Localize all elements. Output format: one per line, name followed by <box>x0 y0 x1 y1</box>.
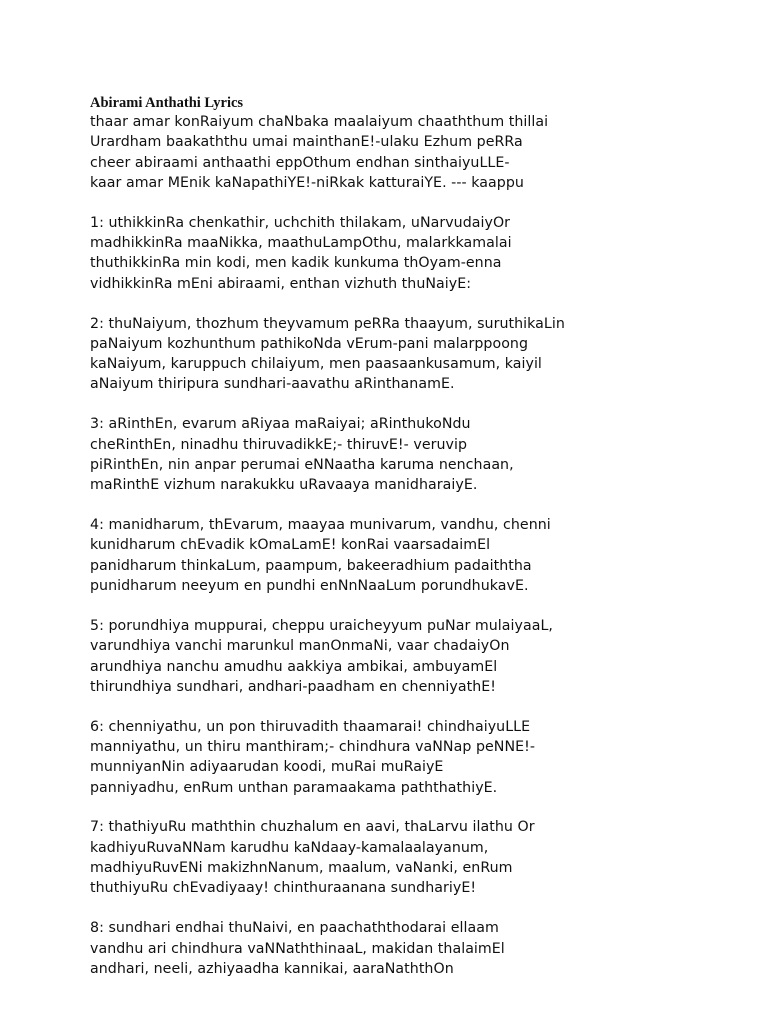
lyric-line: aNaiyum thiripura sundhari-aavathu aRinthanamE. <box>90 376 455 393</box>
lyric-line: 3: aRinthEn, evarum aRiyaa maRaiyai; aRinthukoNdu <box>90 416 471 433</box>
stanza-gap <box>90 496 750 516</box>
lyric-line: kunidharum chEvadik kOmaLamE! konRai vaarsadaimEl <box>90 537 491 554</box>
lyric-line: 4: manidharum, thEvarum, maayaa munivarum, vandhu, chenni <box>90 517 551 534</box>
stanza-7 <box>90 817 750 898</box>
stanza-2 <box>90 314 750 395</box>
lyric-line: thirundhiya sundhari, andhari-paadham en chenniyathE! <box>90 678 497 695</box>
stanza-container <box>90 112 750 979</box>
lyric-line: cheRinthEn, ninadhu thiruvadikkE;- thiruvE!- veruvip <box>90 436 468 453</box>
lyrics-document <box>90 94 750 979</box>
lyric-line: kadhiyuRuvaNNam karudhu kaNdaay-kamalaalayanum, <box>90 839 489 856</box>
lyric-line: madhikkinRa maaNikka, maathuLampOthu, malarkkamalai <box>90 235 512 252</box>
stanza-5 <box>90 616 750 697</box>
lyric-line: paNaiyum kozhunthum pathikoNda vErum-pani malarppoong <box>90 335 529 352</box>
lyric-line: panniyadhu, enRum unthan paramaakama paththathiyE. <box>90 779 498 796</box>
lyric-line: 5: porundhiya muppurai, cheppu uraicheyyum puNar mulaiyaaL, <box>90 617 553 634</box>
lyric-line: 8: sundhari endhai thuNaivi, en paachaththodarai ellaam <box>90 920 499 937</box>
lyric-line: maRinthE vizhum narakukku uRavaaya manidharaiyE. <box>90 477 478 494</box>
lyric-line: 6: chenniyathu, un pon thiruvadith thaamarai! chindhaiyuLLE <box>90 718 531 735</box>
lyric-line: thuthiyuRu chEvadiyaay! chinthuraanana sundhariyE! <box>90 880 477 897</box>
lyric-line: kaNaiyum, karuppuch chilaiyum, men paasaankusamum, kaiyil <box>90 356 542 373</box>
lyric-line: vandhu ari chindhura vaNNaththinaaL, makidan thalaimEl <box>90 940 505 957</box>
lyric-line: piRinthEn, nin anpar perumai eNNaatha karuma nenchaan, <box>90 456 514 473</box>
lyric-line: varundhiya vanchi marunkul manOnmaNi, vaar chadaiyOn <box>90 638 510 655</box>
lyric-line: Urardham baakaththu umai mainthanE!-ulaku Ezhum peRRa <box>90 134 523 151</box>
lyric-line: munniyanNin adiyaarudan koodi, muRai muRaiyE <box>90 759 444 776</box>
lyric-line: thuthikkinRa min kodi, men kadik kunkuma thOyam-enna <box>90 255 502 272</box>
stanza-4 <box>90 515 750 596</box>
stanza-6 <box>90 717 750 798</box>
stanza-gap <box>90 395 750 415</box>
stanza-gap <box>90 193 750 213</box>
stanza-8 <box>90 918 750 979</box>
stanza-gap <box>90 798 750 818</box>
lyric-line: vidhikkinRa mEni abiraami, enthan vizhuth thuNaiyE: <box>90 275 472 292</box>
lyric-line: andhari, neeli, azhiyaadha kannikai, aaraNaththOn <box>90 960 454 977</box>
lyric-line: madhiyuRuvENi makizhnNanum, maalum, vaNanki, enRum <box>90 860 513 877</box>
stanza-gap <box>90 697 750 717</box>
lyric-line: cheer abiraami anthaathi eppOthum endhan sinthaiyuLLE- <box>90 154 510 171</box>
lyric-line: manniyathu, un thiru manthiram;- chindhura vaNNap peNNE!- <box>90 738 536 755</box>
stanza-gap <box>90 596 750 616</box>
lyric-line: punidharum neeyum en pundhi enNnNaaLum porundhukavE. <box>90 578 529 595</box>
lyric-line: arundhiya nanchu amudhu aakkiya ambikai, ambuyamEl <box>90 658 498 675</box>
stanza-gap <box>90 899 750 919</box>
lyric-line: panidharum thinkaLum, paampum, bakeeradhium padaiththa <box>90 557 532 574</box>
stanza-3 <box>90 414 750 495</box>
stanza-0 <box>90 112 750 193</box>
lyric-line: 7: thathiyuRu maththin chuzhalum en aavi, thaLarvu ilathu Or <box>90 819 535 836</box>
lyric-line: 2: thuNaiyum, thozhum theyvamum peRRa thaayum, suruthikaLin <box>90 315 565 332</box>
lyric-line: 1: uthikkinRa chenkathir, uchchith thilakam, uNarvudaiyOr <box>90 214 511 231</box>
document-title: Abirami Anthathi Lyrics <box>90 95 244 111</box>
lyric-line: kaar amar MEnik kaNapathiYE!-niRkak katturaiYE. --- kaappu <box>90 174 524 191</box>
lyric-line: thaar amar konRaiyum chaNbaka maalaiyum chaaththum thillai <box>90 114 549 130</box>
stanza-1 <box>90 213 750 294</box>
stanza-gap <box>90 294 750 314</box>
